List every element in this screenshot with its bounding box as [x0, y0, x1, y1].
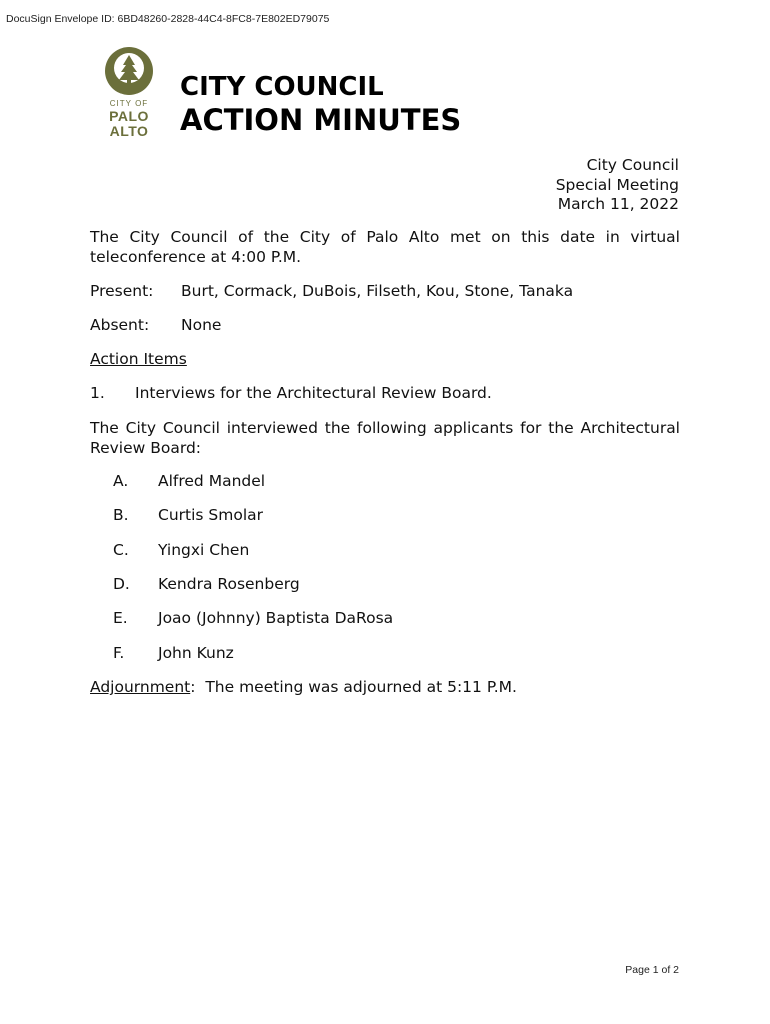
action-items-heading: Action Items — [90, 350, 187, 368]
intro-paragraph: The City Council of the City of Palo Alto met on this date in virtual teleconference at 4:00 P.M. — [90, 228, 680, 266]
meeting-body: City Council — [586, 156, 679, 174]
item-number: 1. — [90, 384, 105, 402]
applicant-name: John Kunz — [158, 644, 234, 662]
adjournment-line — [90, 678, 517, 698]
applicant-letter: D. — [113, 575, 130, 593]
meeting-date: March 11, 2022 — [557, 195, 679, 213]
applicant-letter: C. — [113, 541, 129, 559]
applicant-name: Alfred Mandel — [158, 472, 266, 490]
applicant-name: Yingxi Chen — [158, 541, 250, 559]
applicant-letter: B. — [113, 506, 129, 524]
applicant-name: Kendra Rosenberg — [158, 575, 300, 593]
tree-icon — [113, 53, 145, 91]
logo-city-of: CITY OF — [109, 99, 149, 108]
absent-label: Absent: — [90, 316, 150, 334]
title-line-1: CITY COUNCIL — [180, 72, 384, 102]
logo-alto: ALTO — [109, 123, 149, 139]
applicant-letter: E. — [113, 609, 128, 627]
adjournment-label: Adjournment — [90, 678, 191, 696]
title-line-2: ACTION MINUTES — [180, 103, 462, 137]
absent-value: None — [181, 316, 222, 334]
meeting-info — [556, 156, 679, 215]
meeting-type: Special Meeting — [555, 175, 679, 194]
applicant-name: Joao (Johnny) Baptista DaRosa — [158, 609, 394, 627]
interview-paragraph: The City Council interviewed the following applicants for the Architectural Review Board: — [90, 419, 680, 457]
item-text: Interviews for the Architectural Review Board. — [135, 384, 492, 402]
applicant-letter: A. — [113, 472, 129, 490]
city-logo — [100, 45, 158, 140]
present-label: Present: — [90, 282, 154, 300]
adjournment-text: : The meeting was adjourned at 5:11 P.M. — [190, 678, 517, 696]
present-value: Burt, Cormack, DuBois, Filseth, Kou, Stone, Tanaka — [181, 282, 574, 300]
applicant-letter: F. — [113, 644, 125, 662]
applicant-name: Curtis Smolar — [158, 506, 264, 524]
logo-palo: PALO — [109, 108, 149, 124]
docusign-envelope-id: DocuSign Envelope ID: 6BD48260-2828-44C4-8FC8-7E802ED79075 — [6, 13, 330, 25]
page-number: Page 1 of 2 — [625, 964, 679, 976]
